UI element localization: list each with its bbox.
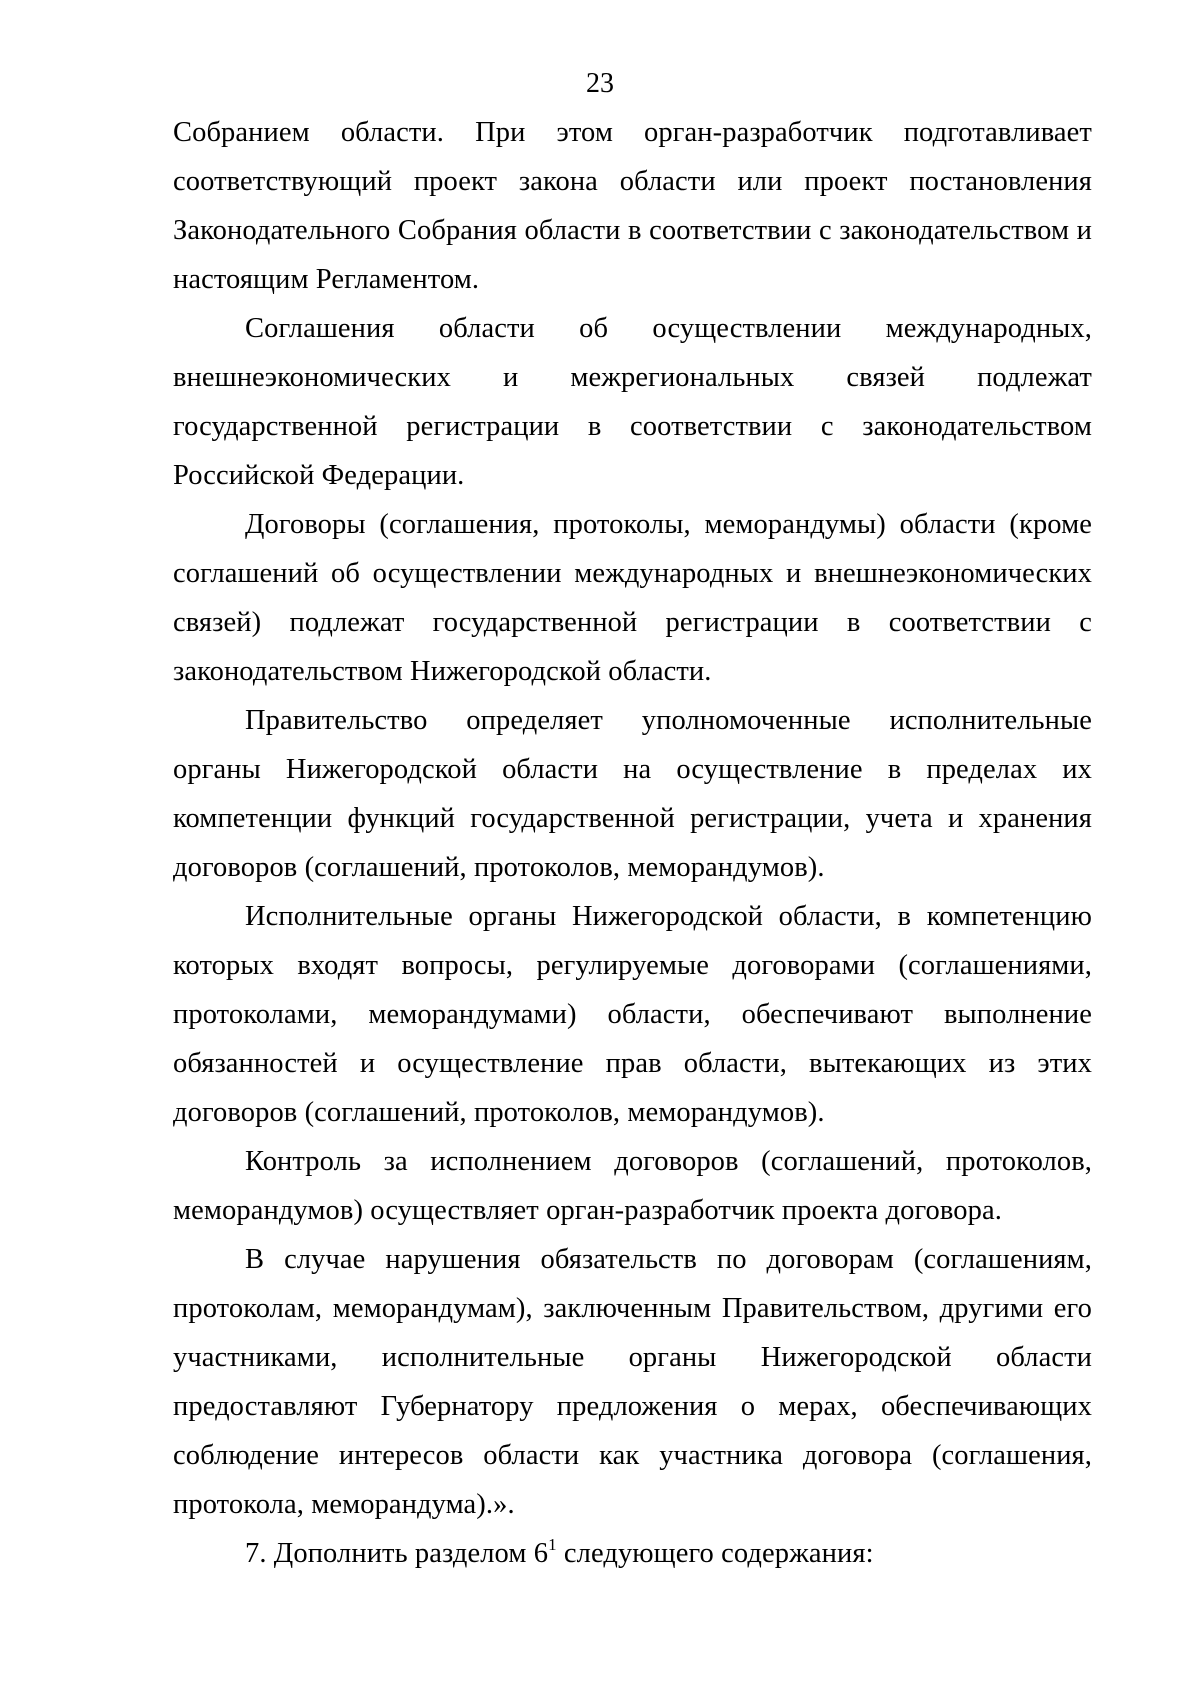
- page-number: 23: [586, 68, 614, 99]
- amendment-item-7: [173, 1529, 1092, 1578]
- paragraph-7: В случае нарушения обязательств по договорам (соглашениям, протоколам, меморандумам), заключенным Правительством, другими его участниками, исполнительные органы Нижегородской области предоставляют Губернатору предложения о мерах, обеспечивающих соблюдение интересов области как участника договора (соглашения, протокола, меморандума).».: [173, 1244, 1092, 1520]
- paragraph-4: Правительство определяет уполномоченные исполнительные органы Нижегородской области на осуществление в пределах их компетенции функций государственной регистрации, учета и хранения договоров (соглашений, протоколов, меморандумов).: [173, 705, 1092, 883]
- paragraph-6: Контроль за исполнением договоров (соглашений, протоколов, меморандумов) осуществляет орган-разработчик проекта договора.: [173, 1146, 1092, 1226]
- amendment-item-7-tail: следующего содержания:: [556, 1538, 874, 1569]
- document-body: [173, 108, 1092, 1578]
- paragraph-5: Исполнительные органы Нижегородской области, в компетенцию которых входят вопросы, регулируемые договорами (соглашениями, протоколами, меморандумами) области, обеспечивают выполнение обязанностей и осуществление прав области, вытекающих из этих договоров (соглашений, протоколов, меморандумов).: [173, 901, 1092, 1128]
- paragraph-3: Договоры (соглашения, протоколы, меморандумы) области (кроме соглашений об осуществлении международных и внешнеэкономических связей) подлежат государственной регистрации в соответствии с законодательством Нижегородской области.: [173, 509, 1092, 687]
- paragraph-1: Собранием области. При этом орган-разработчик подготавливает соответствующий проект закона области или проект постановления Законодательного Собрания области в соответствии с законодательством и настоящим Регламентом.: [173, 117, 1092, 295]
- section-superscript: 1: [548, 1535, 557, 1554]
- amendment-item-7-text: 7. Дополнить разделом 6: [245, 1538, 549, 1569]
- paragraph-2: Соглашения области об осуществлении международных, внешнеэкономических и межрегиональных связей подлежат государственной регистрации в соответствии с законодательством Российской Федерации.: [173, 313, 1092, 491]
